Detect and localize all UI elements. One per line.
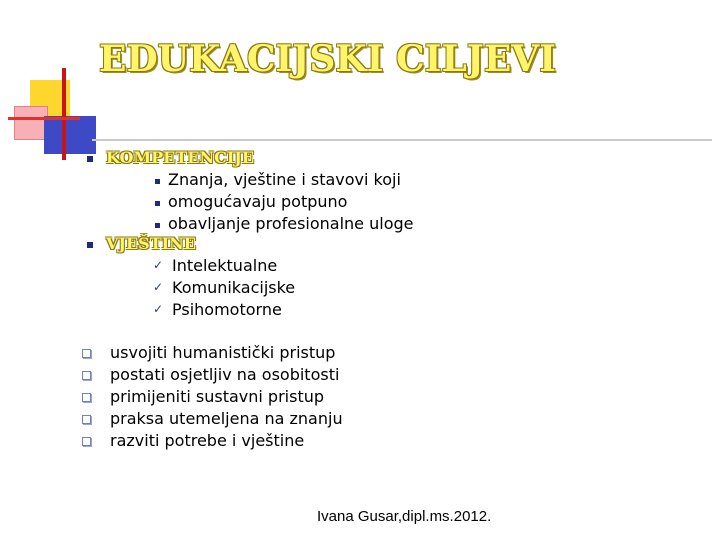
goal-item: postati osjetljiv na osobitosti — [110, 365, 340, 384]
title-underline — [92, 139, 712, 141]
box-bullet-icon — [82, 415, 91, 424]
square-bullet-icon — [155, 201, 160, 206]
box-bullet-icon — [82, 371, 91, 380]
footer-author: Ivana Gusar,dipl.ms.2012. — [317, 508, 492, 525]
goal-item: razviti potrebe i vještine — [110, 431, 305, 450]
box-bullet-icon — [82, 393, 91, 402]
competencies-heading: KOMPETENCIJE — [106, 148, 255, 167]
box-bullet-icon — [82, 437, 91, 446]
checkmark-icon: ✓ — [153, 258, 164, 272]
decorative-red-vertical-line — [62, 68, 66, 160]
goal-item: praksa utemeljena na znanju — [110, 409, 343, 428]
square-bullet-icon — [87, 156, 93, 162]
skills-heading: VJEŠTINE — [106, 234, 196, 253]
decorative-blue-square — [44, 116, 96, 154]
skill-item: Komunikacijske — [172, 278, 296, 297]
decorative-pink-square — [14, 106, 48, 140]
checkmark-icon: ✓ — [153, 302, 164, 316]
box-bullet-icon — [82, 349, 91, 358]
square-bullet-icon — [155, 223, 160, 228]
square-bullet-icon — [155, 179, 160, 184]
checkmark-icon: ✓ — [153, 280, 164, 294]
goal-item: primijeniti sustavni pristup — [110, 387, 325, 406]
goal-item: usvojiti humanistički pristup — [110, 343, 336, 362]
competency-item: Znanja, vještine i stavovi koji — [168, 170, 401, 189]
skill-item: Intelektualne — [172, 256, 278, 275]
competency-item: obavljanje profesionalne uloge — [168, 214, 414, 233]
page-title: EDUKACIJSKI CILJEVI — [99, 38, 557, 80]
square-bullet-icon — [87, 242, 93, 248]
competency-item: omogućavaju potpuno — [168, 192, 348, 211]
skill-item: Psihomotorne — [172, 300, 282, 319]
decorative-red-horizontal-line — [8, 117, 80, 120]
